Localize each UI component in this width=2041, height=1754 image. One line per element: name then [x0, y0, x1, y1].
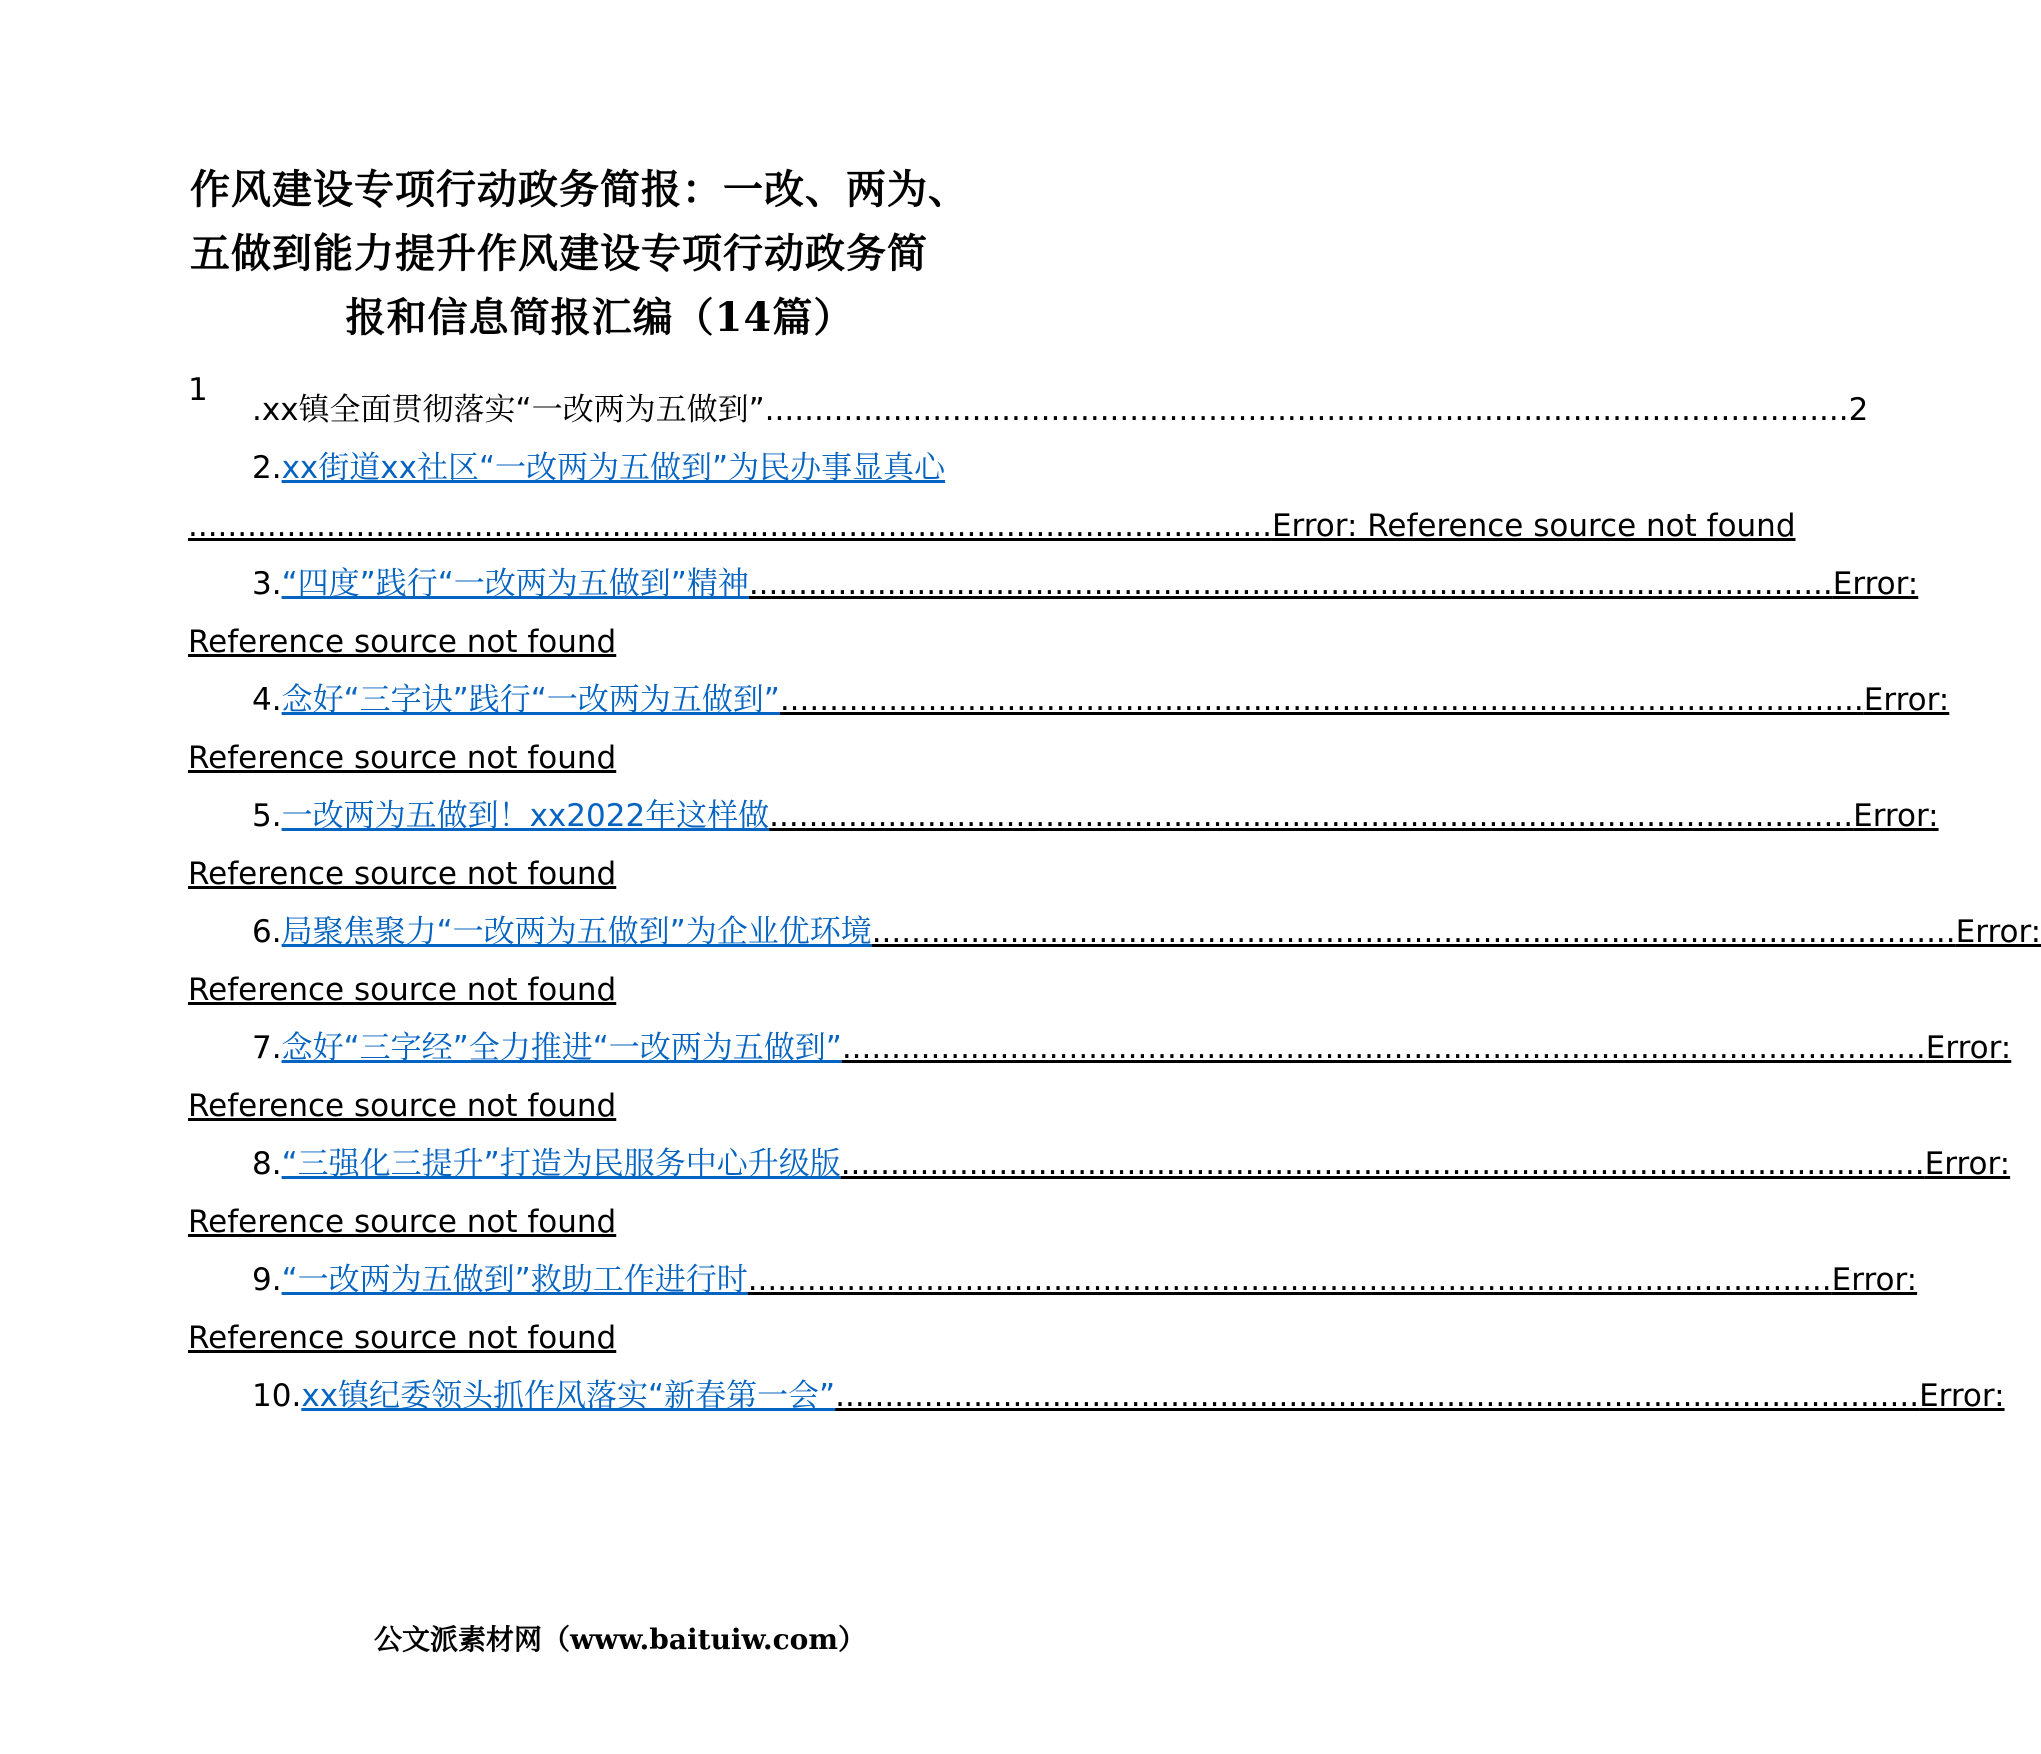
toc-entry-number: 3. [252, 566, 282, 602]
toc-page-ref: Error: [1919, 1378, 2005, 1414]
toc-page-ref: Error: Reference source not found [1271, 508, 1796, 544]
toc-entry-number: 6. [252, 914, 282, 950]
toc-entry-number: 5. [252, 798, 282, 834]
toc-page-ref-continued: Reference source not found [188, 1204, 617, 1240]
title-line-3: 报和信息简报汇编（14篇） [345, 294, 855, 341]
toc-page-ref: Error: [1863, 682, 1950, 718]
toc-entry-number: 10. [252, 1378, 302, 1414]
toc-entry-link[interactable]: xx镇纪委领头抓作风落实“新春第一会” [301, 1378, 836, 1414]
toc-entry[interactable] [188, 912, 2041, 1010]
toc-leader-dots: .............................................................................................................. [747, 1262, 1832, 1298]
toc-entry-number: 4. [252, 682, 282, 718]
toc-entry-link[interactable]: 念好“三字经”全力推进“一改两为五做到” [281, 1030, 842, 1066]
toc-leader-dots: .............................................................................................................. [188, 508, 1272, 544]
toc-entry-number: 7. [252, 1030, 282, 1066]
toc-leader-dots: .............................................................................................................. [835, 1378, 1920, 1414]
toc-page-ref: 2 [1848, 392, 1869, 428]
toc-entry-number: 2. [252, 450, 282, 486]
toc-page-ref-continued: Reference source not found [188, 624, 617, 660]
toc-page-ref-continued: Reference source not found [188, 972, 617, 1008]
toc-entry-link[interactable]: 一改两为五做到！xx2022年这样做 [281, 798, 770, 834]
toc-page-ref-continued: Reference source not found [188, 1088, 617, 1124]
toc-leader-dots: .............................................................................................................. [841, 1030, 1926, 1066]
toc-entry-link[interactable]: “四度”践行“一改两为五做到”精神 [281, 566, 749, 602]
toc-leader-dots: .............................................................................................................. [779, 682, 1864, 718]
toc-page-ref: Error: [1853, 798, 1939, 834]
toc-entry-link[interactable]: “三强化三提升”打造为民服务中心升级版 [281, 1146, 841, 1182]
toc-entry-link[interactable]: 局聚焦聚力“一改两为五做到”为企业优环境 [281, 914, 872, 950]
toc-page-ref: Error: [1831, 1262, 1918, 1298]
toc-entry-title[interactable]: .xx镇全面贯彻落实“一改两为五做到” [252, 392, 765, 428]
toc-entry[interactable] [188, 1260, 1918, 1358]
toc-entry[interactable] [188, 1028, 2012, 1126]
toc-page-ref: Error: [1924, 1146, 2011, 1182]
toc-entry[interactable] [188, 680, 1950, 778]
toc-entry[interactable] [188, 1376, 2005, 1416]
toc-page-ref-continued: Reference source not found [188, 1320, 617, 1356]
document-title [190, 158, 1070, 350]
toc-entry-link[interactable]: “一改两为五做到”救助工作进行时 [281, 1262, 748, 1298]
toc-entry[interactable] [188, 796, 1939, 894]
toc-entry[interactable] [188, 390, 1869, 430]
toc-leader-dots: .............................................................................................................. [769, 798, 1854, 834]
page-footer: 公文派素材网（www.baituiw.com） [374, 1623, 866, 1656]
toc-page-ref-continued: Reference source not found [188, 856, 617, 892]
toc-leader-dots: .............................................................................................................. [748, 566, 1833, 602]
toc-page-ref: Error: [1925, 1030, 2012, 1066]
toc-entry-link[interactable]: xx街道xx社区“一改两为五做到”为民办事显真心 [281, 450, 946, 486]
toc-page-ref: Error: [1955, 914, 2041, 950]
toc-entry[interactable] [188, 448, 1796, 546]
toc-page-ref-continued: Reference source not found [188, 740, 617, 776]
title-line-2: 五做到能力提升作风建设专项行动政务简 [190, 230, 928, 277]
toc-page-ref: Error: [1832, 566, 1919, 602]
toc-leader-dots: .............................................................................................................. [764, 392, 1849, 428]
toc-entry[interactable] [188, 1144, 2011, 1242]
toc-entry-number: 9. [252, 1262, 282, 1298]
toc-first-number: 1 [188, 372, 208, 408]
toc-leader-dots: .............................................................................................................. [840, 1146, 1925, 1182]
toc-entry[interactable] [188, 564, 1919, 662]
title-line-1: 作风建设专项行动政务简报：一改、两为、 [190, 166, 969, 213]
toc-leader-dots: .............................................................................................................. [871, 914, 1956, 950]
toc-entry-link[interactable]: 念好“三字诀”践行“一改两为五做到” [281, 682, 780, 718]
toc-entry-number: 8. [252, 1146, 282, 1182]
